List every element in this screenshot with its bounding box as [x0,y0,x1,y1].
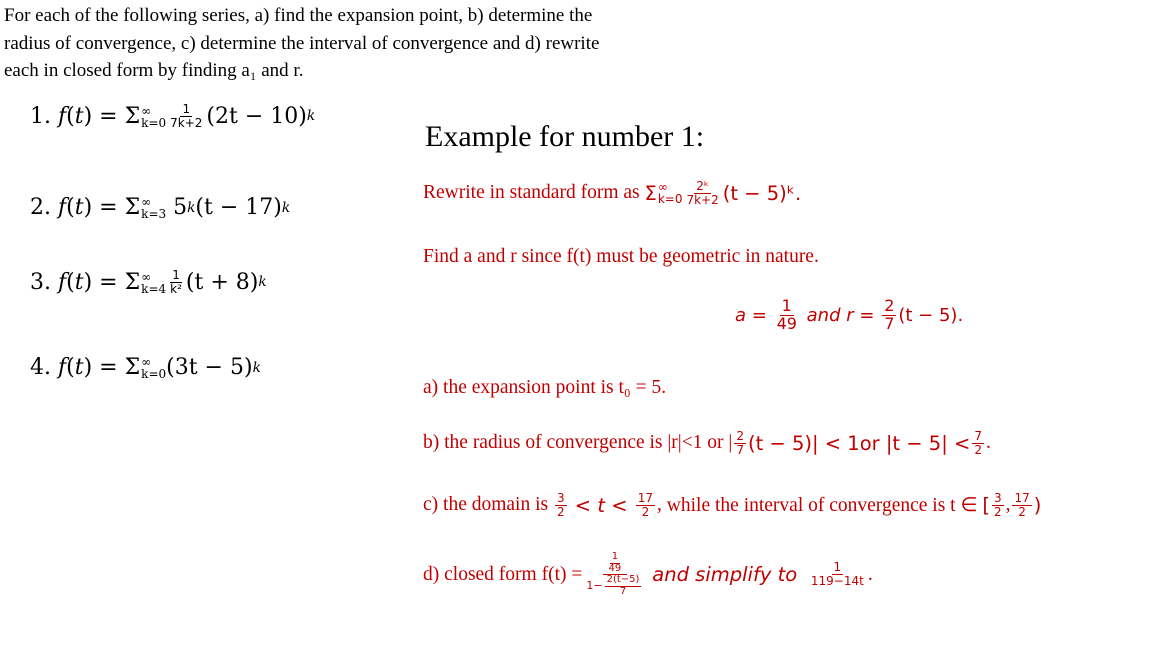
part-b-bound: $\frac{7}{2}$ [974,429,982,457]
part-b-fraction: $\frac{2}{7}$ [736,429,744,457]
interval-upper: $\frac{17}{2}$ [1014,491,1030,519]
part-a: a) the expansion point is t₀ = 5. [423,377,667,398]
sigma-lower: k=0 [141,367,167,381]
instructions-line-1: For each of the following series, a) find the expansion point, b) determine the [4,5,593,26]
part-b-mid: (t − 5)| < 1or |t − 5| < [747,431,971,455]
problem-1: 1. f ( t ) = Σ ∞ k=0 $\frac{1}{7k+2}$ (2t − 10) k [30,102,316,130]
part-d-prefix: d) closed form f(t) = [423,563,583,585]
r-fraction: $\frac{2}{7}$ [884,296,895,333]
part-d: d) closed form f(t) = $\frac{1}{49}$ 1− $\frac{2(t-5)}{7}$ and simplify to $\frac{1}{119-14t}$ . [423,551,873,597]
instructions-line-3: each in closed form by finding a₁ and r. [4,60,304,81]
sigma-symbol: Σ ∞ k=3 [124,195,167,221]
upper-bound-fraction: $\frac{17}{2}$ [637,491,654,519]
instructions [4,2,684,85]
sigma-lower: k=0 [141,115,167,130]
closed-form-fraction: $\frac{1}{49}$ 1− $\frac{2(t-5)}{7}$ [586,551,640,597]
rewrite-fraction: $\frac{\text{2ᵏ}}{7k+2}$ [686,179,719,207]
part-d-mid: and simplify to [652,563,798,586]
a-fraction: $\frac{1}{49}$ [776,296,797,333]
coefficient: 5 [173,195,188,220]
rewrite-text: Rewrite in standard form as [423,182,640,204]
series-term: (2t − 10) [206,103,307,129]
sigma-symbol: Σ ∞ k=0 [124,355,167,381]
sigma-lower: k=3 [141,207,167,221]
rewrite-line [423,180,801,206]
series-term: (t + 8) [185,269,259,295]
sigma-lower: k=4 [141,281,167,296]
coefficient-fraction: $\frac{1}{\text{k²}}$ [170,268,182,296]
series-term: (t − 17) [195,195,282,220]
problem-3: 3. f ( t ) = Σ ∞ k=4 $\frac{1}{\text{k²}}$ (t + 8) k [30,268,267,296]
rewrite-term: (t − 5)ᵏ. [722,181,802,205]
interval-lower: $\frac{3}{2}$ [993,491,1002,519]
coefficient-fraction: $\frac{1}{7k+2}$ [170,102,203,130]
part-c-mid: while the interval of convergence is t ∈ [666,495,978,517]
problem-number: 1. [30,103,51,129]
sigma-symbol: Σ ∞ k=0 [644,180,683,207]
final-fraction: $\frac{1}{119-14t}$ [810,560,864,588]
part-c-prefix: c) the domain is [423,494,549,516]
sigma-symbol: Σ ∞ k=4 [124,269,167,296]
problem-number: 2. [30,195,51,220]
part-b-prefix: b) the radius of convergence is |r|<1 or | [423,432,733,454]
find-a-r-text: Find a and r since f(t) must be geometric in nature. [423,246,819,267]
a-r-values: a = $\frac{1}{49}$ and r = $\frac{2}{7}$ (t − 5). [735,296,964,333]
problem-4: 4. f ( t ) = Σ ∞ k=0 (3t − 5) k [30,355,261,381]
problem-number: 3. [30,269,51,295]
example-heading: Example for number 1: [425,120,705,153]
instructions-line-2: radius of convergence, c) determine the interval of convergence and d) rewrite [4,32,600,54]
problem-number: 4. [30,355,51,380]
part-c: c) the domain is $\frac{3}{2}$ < t < $\frac{17}{2}$ , while the interval of convergence is t ∈ [ $\frac{3}{2}$ , $\frac{17}{2}$ ) [423,491,1042,519]
r-term: (t − 5). [898,304,964,326]
problem-2: 2. f ( t ) = Σ ∞ k=3 5 k (t − 17) k [30,195,291,221]
sigma-symbol: Σ ∞ k=0 [124,103,167,130]
series-term: (3t − 5) [166,355,253,380]
part-b: b) the radius of convergence is |r|<1 or | $\frac{2}{7}$ (t − 5)| < 1or |t − 5| < $\frac{7}{2}$ . [423,429,991,457]
lower-bound-fraction: $\frac{3}{2}$ [556,491,565,519]
